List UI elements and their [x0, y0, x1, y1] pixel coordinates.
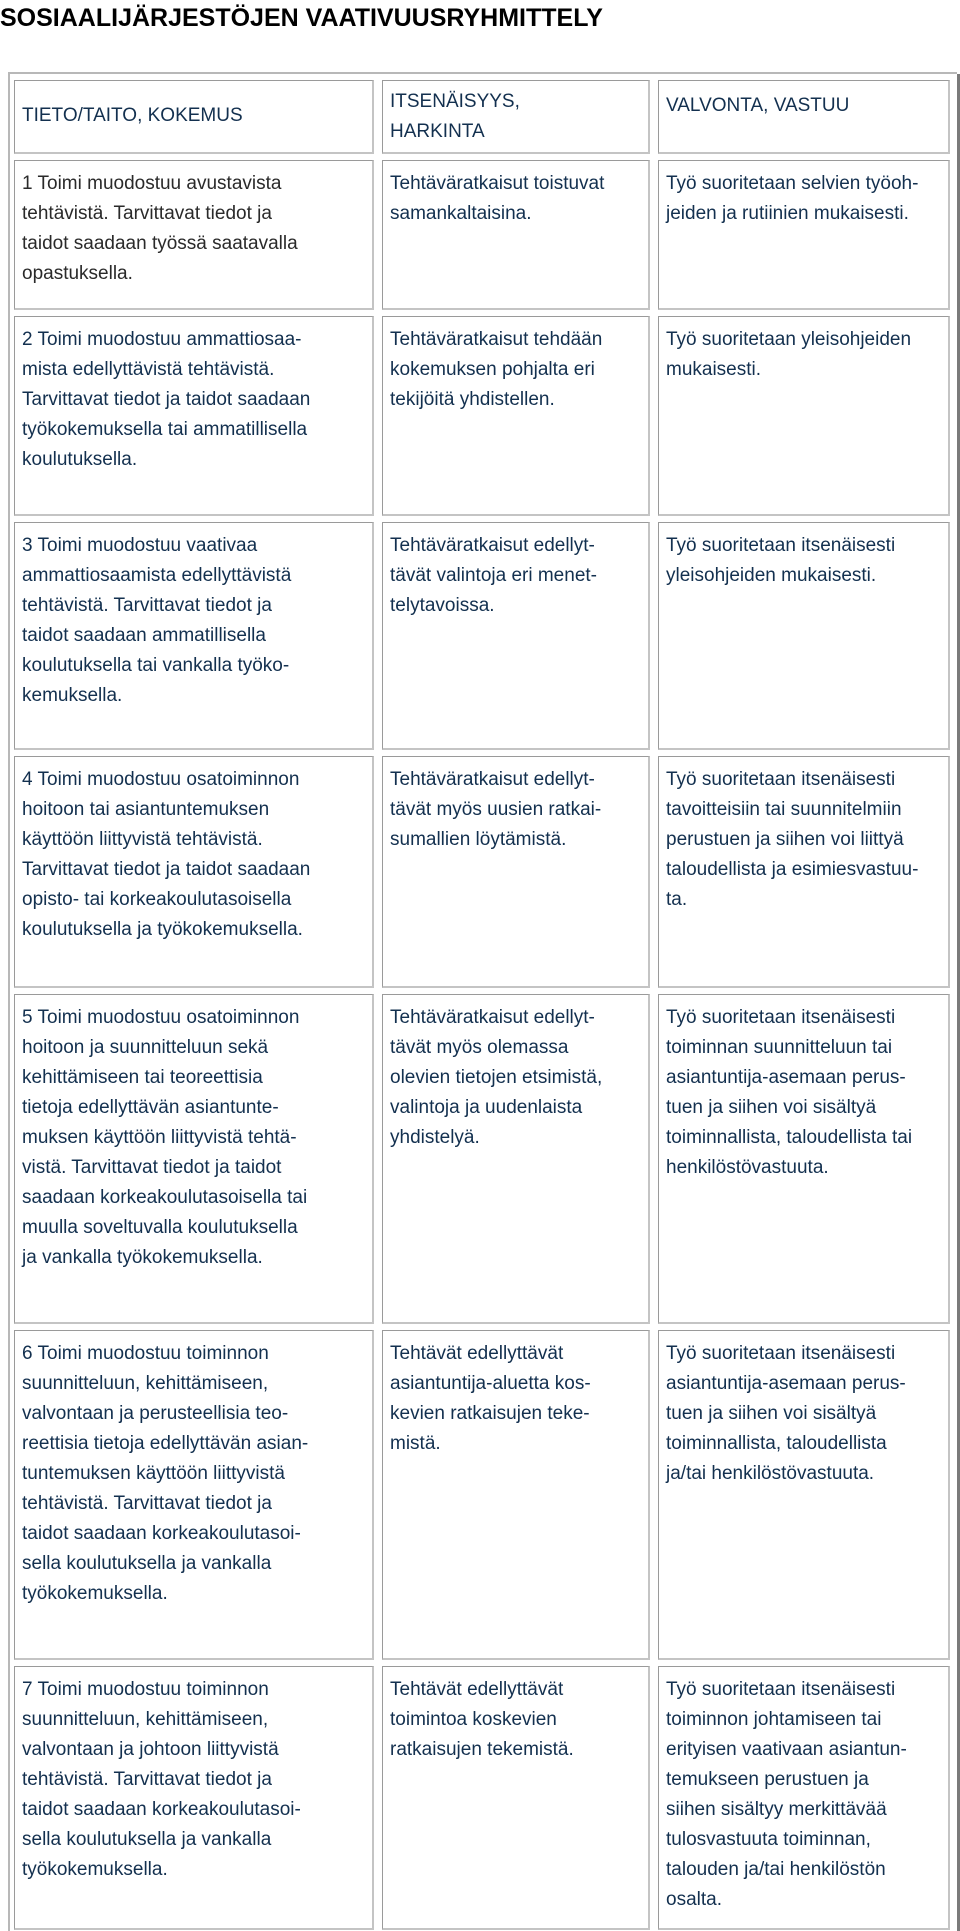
classification-table: [8, 72, 957, 1931]
table-cell-row7-col3: Työ suoritetaan itsenäisesti toiminnon johtamiseen tai erityisen vaativaan asiantun- temukseen perustuen ja siihen sisältyy merkittävää tulosvastuuta toiminnan, talouden ja/tai henkilöstön osalta.: [658, 1666, 950, 1930]
table-cell-row3-col2: Tehtäväratkaisut edellyt- tävät valintoja eri menet- telytavoissa.: [382, 522, 650, 750]
table-cell-row4-col2: Tehtäväratkaisut edellyt- tävät myös uusien ratkai- sumallien löytämistä.: [382, 756, 650, 988]
table-cell-row4-col3: Työ suoritetaan itsenäisesti tavoitteisiin tai suunnitelmiin perustuen ja siihen voi liittyä taloudellista ja esimiesvastuu- ta.: [658, 756, 950, 988]
table-cell-row1-col1: 1 Toimi muodostuu avustavista tehtävistä. Tarvittavat tiedot ja taidot saadaan työssä saatavalla opastuksella.: [14, 160, 374, 310]
table-cell-row1-col3: Työ suoritetaan selvien työoh- jeiden ja rutiinien mukaisesti.: [658, 160, 950, 310]
page-title: SOSIAALIJÄRJESTÖJEN VAATIVUUSRYHMITTELY: [0, 4, 603, 32]
table-cell-row3-col1: 3 Toimi muodostuu vaativaa ammattiosaamista edellyttävistä tehtävistä. Tarvittavat tiedot ja taidot saadaan ammatillisella koulutuksella tai vankalla työko- kemuksella.: [14, 522, 374, 750]
table-cell-row5-col1: 5 Toimi muodostuu osatoiminnon hoitoon ja suunnitteluun sekä kehittämiseen tai teoreettisia tietoja edellyttävän asiantunte- muksen käyttöön liittyvistä tehtä- vistä. Tarvittavat tiedot ja taidot saadaan korkeakoulutasoisella tai muulla soveltuvalla koulutuksella ja vankalla työkokemuksella.: [14, 994, 374, 1324]
table-cell-row5-col2: Tehtäväratkaisut edellyt- tävät myös olemassa olevien tietojen etsimistä, valintoja ja uudenlaista yhdistelyä.: [382, 994, 650, 1324]
table-cell-row6-col3: Työ suoritetaan itsenäisesti asiantuntija-asemaan perus- tuen ja siihen voi sisältyä toiminnallista, taloudellista ja/tai henkilöstövastuuta.: [658, 1330, 950, 1660]
table-cell-row1-col2: Tehtäväratkaisut toistuvat samankaltaisina.: [382, 160, 650, 310]
table-cell-row2-col3: Työ suoritetaan yleisohjeiden mukaisesti.: [658, 316, 950, 516]
table-cell-row3-col3: Työ suoritetaan itsenäisesti yleisohjeiden mukaisesti.: [658, 522, 950, 750]
table-cell-row2-col2: Tehtäväratkaisut tehdään kokemuksen pohjalta eri tekijöitä yhdistellen.: [382, 316, 650, 516]
header-supervision-responsibility: VALVONTA, VASTUU: [658, 80, 950, 154]
header-knowledge-skill: TIETO/TAITO, KOKEMUS: [14, 80, 374, 154]
table-cell-row4-col1: 4 Toimi muodostuu osatoiminnon hoitoon tai asiantuntemuksen käyttöön liittyvistä tehtävistä. Tarvittavat tiedot ja taidot saadaan opisto- tai korkeakoulutasoisella koulutuksella ja työkokemuksella.: [14, 756, 374, 988]
header-independence-judgement: ITSENÄISYYS, HARKINTA: [382, 80, 650, 154]
table-cell-row7-col2: Tehtävät edellyttävät toimintoa koskevien ratkaisujen tekemistä.: [382, 1666, 650, 1930]
table-cell-row2-col1: 2 Toimi muodostuu ammattiosaa- mista edellyttävistä tehtävistä. Tarvittavat tiedot ja taidot saadaan työkokemuksella tai ammatillisella koulutuksella.: [14, 316, 374, 516]
table-cell-row6-col1: 6 Toimi muodostuu toiminnon suunnitteluun, kehittämiseen, valvontaan ja perusteellisia teo- reettisia tietoja edellyttävän asian- tuntemuksen käyttöön liittyvistä tehtävistä. Tarvittavat tiedot ja taidot saadaan korkeakoulutasoi- sella koulutuksella ja vankalla työkokemuksella.: [14, 1330, 374, 1660]
table-cell-row6-col2: Tehtävät edellyttävät asiantuntija-aluetta kos- kevien ratkaisujen teke- mistä.: [382, 1330, 650, 1660]
table-cell-row5-col3: Työ suoritetaan itsenäisesti toiminnan suunnitteluun tai asiantuntija-asemaan perus- tuen ja siihen voi sisältyä toiminnallista, taloudellista tai henkilöstövastuuta.: [658, 994, 950, 1324]
table-cell-row7-col1: 7 Toimi muodostuu toiminnon suunnitteluun, kehittämiseen, valvontaan ja johtoon liittyvistä tehtävistä. Tarvittavat tiedot ja taidot saadaan korkeakoulutasoi- sella koulutuksella ja vankalla työkokemuksella.: [14, 1666, 374, 1930]
